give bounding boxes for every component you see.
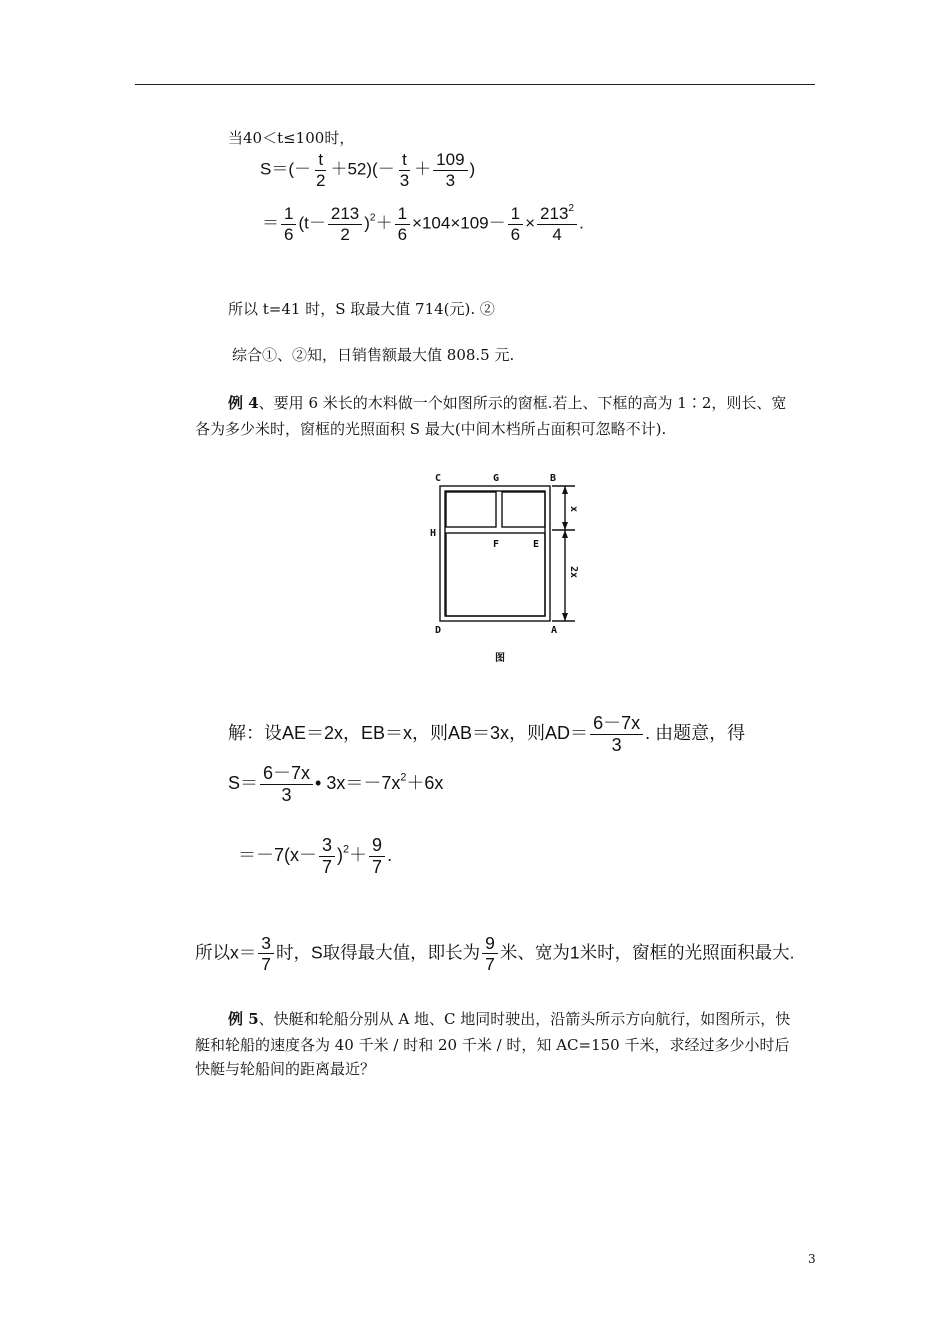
figure-caption: 图 bbox=[495, 653, 505, 664]
label-C: C bbox=[435, 473, 442, 484]
label-B: B bbox=[550, 473, 557, 484]
example-4-problem-cont: 各为多少米时，窗框的光照面积 S 最大(中间木档所占面积可忽略不计). bbox=[195, 420, 667, 438]
top-right-pane bbox=[502, 492, 545, 527]
label-G: G bbox=[493, 473, 500, 484]
label-F: F bbox=[493, 539, 500, 550]
example-5-problem-cont-2: 快艇与轮船间的距离最近？ bbox=[195, 1060, 376, 1078]
condition-line: 当40＜t≤100时， bbox=[228, 129, 355, 147]
label-H: H bbox=[430, 528, 437, 539]
solution-conclusion: 所以x＝ $\frac{3}{7}$ 时，S取得最大值，即长为 $\frac{9}{7}$ 米、宽为1米时，窗框的光照面积最大. bbox=[195, 933, 795, 975]
inner-frame bbox=[445, 491, 545, 616]
header-rule bbox=[135, 84, 815, 85]
label-A: A bbox=[551, 625, 558, 636]
summary-line: 综合①、②知，日销售额最大值 808.5 元. bbox=[232, 346, 515, 364]
example-5-problem-cont-1: 艇和轮船的速度各为 40 千米 / 时和 20 千米 / 时，知 AC=150 千米，求经过多少小时后 bbox=[195, 1036, 790, 1054]
page-number: 3 bbox=[808, 1252, 816, 1266]
label-2x: 2x bbox=[568, 566, 579, 579]
solution-line-3: ＝－7(x－ $\frac{3}{7}$ )$^2$＋ $\frac{9}{7}$ . bbox=[238, 835, 393, 877]
label-x: x bbox=[568, 506, 579, 513]
window-frame-figure bbox=[425, 468, 585, 668]
example-5-problem: 例 5、快艇和轮船分别从 A 地、C 地同时驶出，沿箭头所示方向航行，如图所示，快 bbox=[228, 1010, 791, 1028]
example-4-label: 例 4 bbox=[228, 394, 259, 412]
example-4-problem: 例 4、要用 6 米长的木料做一个如图所示的窗框.若上、下框的高为 1∶2，则长、宽 bbox=[228, 394, 787, 412]
outer-frame bbox=[440, 486, 550, 621]
solution-line-2: S＝ $\frac{6-7x}{3}$ • $3x=-7x^2+6x$ bbox=[228, 763, 444, 805]
equation-s-expanded: ＝ $\frac{1}{6}$ (t－ $\frac{213}{2}$ )$^2$＋ $\frac{1}{6}$ ×104×109－ $\frac{1}{6}$ × $\frac{213^2}{4}$ . bbox=[262, 202, 584, 244]
example-5-label: 例 5 bbox=[228, 1010, 259, 1028]
label-D: D bbox=[435, 625, 442, 636]
max-value-line: 所以 t=41 时，S 取最大值 714(元). ② bbox=[228, 300, 495, 318]
equation-s-definition: S＝(－ $\frac{t}{2}$ ＋52)(－ $\frac{t}{3}$ ＋ $\frac{109}{3}$ ) bbox=[260, 150, 476, 190]
label-E: E bbox=[533, 539, 540, 550]
solution-line-1: 解：设AE＝2x，EB＝x，则AB＝3x，则AD＝ $\frac{6-7x}{3}$ . 由题意，得 bbox=[228, 713, 746, 755]
top-left-pane bbox=[446, 492, 496, 527]
